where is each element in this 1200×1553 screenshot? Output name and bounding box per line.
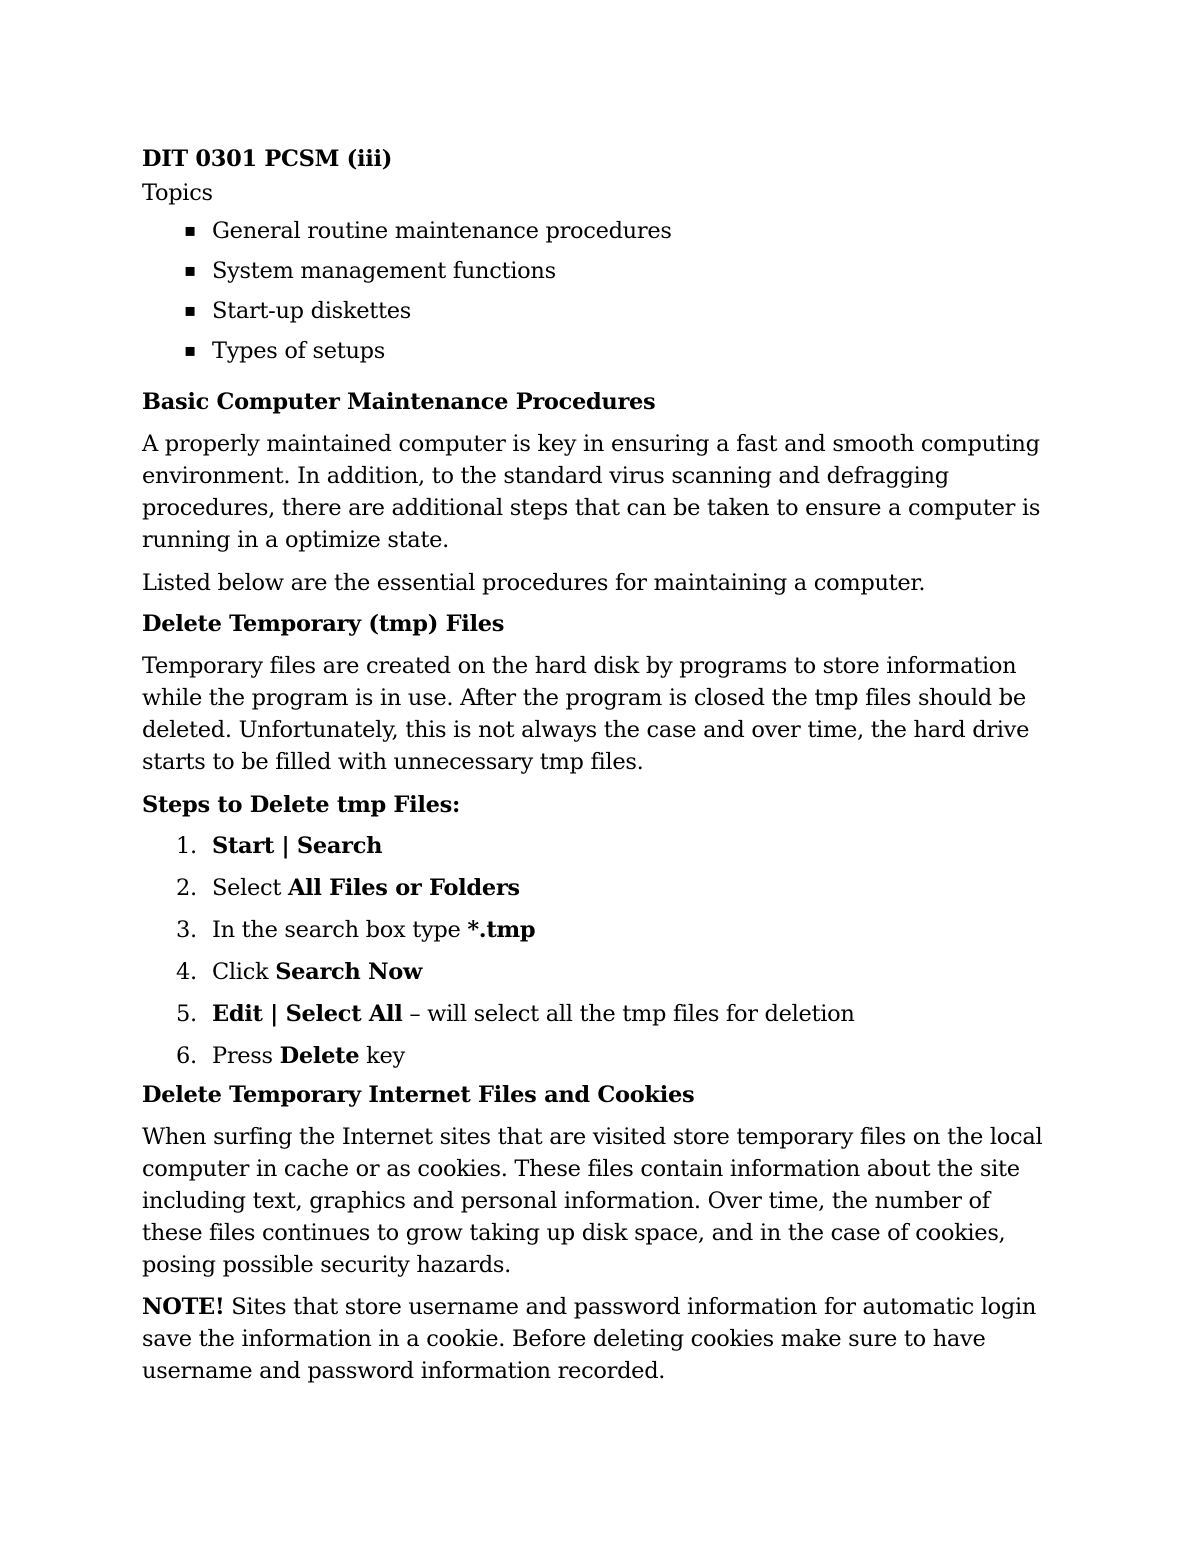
steps-heading: Steps to Delete tmp Files:	[142, 792, 460, 818]
document-title: DIT 0301 PCSM (iii)	[142, 146, 393, 172]
tmp-files-paragraph: Temporary files are created on the hard disk by programs to store information while the program is in use. After the program is closed the tmp files should be deleted. Unfortunately, this is not always the case and over time, the hard drive starts to be filled with unnecessary tmp files.	[142, 653, 1030, 775]
step-item: 3. In the search box type *.tmp	[176, 917, 536, 943]
internet-files-heading: Delete Temporary Internet Files and Cookies	[142, 1082, 695, 1108]
topic-item: ▪ Start-up diskettes	[142, 294, 1062, 334]
basic-maintenance-paragraph: A properly maintained computer is key in ensuring a fast and smooth computing environment. In addition, to the standard virus scanning and defragging procedures, there are additional steps that can be taken to ensure a computer is running in a optimize state.	[142, 431, 1041, 553]
topic-item: ▪ System management functions	[142, 254, 1062, 294]
topics-label: Topics	[142, 180, 213, 206]
step-item: 2. Select All Files or Folders	[176, 875, 520, 901]
document-body	[142, 142, 1062, 1387]
step-item: 5. Edit | Select All – will select all the tmp files for deletion	[176, 1001, 855, 1027]
bullet-icon: ▪	[184, 300, 196, 321]
bullet-icon: ▪	[184, 260, 196, 281]
listed-below-text: Listed below are the essential procedures for maintaining a computer.	[142, 570, 926, 596]
tmp-files-heading: Delete Temporary (tmp) Files	[142, 611, 505, 637]
topic-item: ▪ Types of setups	[142, 334, 1062, 374]
note-paragraph: NOTE! Sites that store username and password information for automatic login save the information in a cookie. Before deleting cookies make sure to have username and password information recorded.	[142, 1294, 1037, 1384]
bullet-icon: ▪	[184, 340, 196, 361]
steps-list	[142, 829, 1062, 1081]
basic-maintenance-heading: Basic Computer Maintenance Procedures	[142, 389, 656, 415]
internet-files-paragraph: When surfing the Internet sites that are visited store temporary files on the local computer in cache or as cookies. These files contain information about the site including text, graphics and personal information. Over time, the number of these files continues to grow taking up disk space, and in the case of cookies, posing possible security hazards.	[142, 1124, 1043, 1278]
step-item: 4. Click Search Now	[176, 959, 423, 985]
topic-item: ▪ General routine maintenance procedures	[142, 214, 1062, 254]
topics-list	[142, 214, 1062, 374]
bullet-icon: ▪	[184, 220, 196, 241]
note-label: NOTE!	[142, 1294, 225, 1320]
step-item: 6. Press Delete key	[176, 1043, 405, 1069]
step-item: 1. Start | Search	[176, 833, 383, 859]
